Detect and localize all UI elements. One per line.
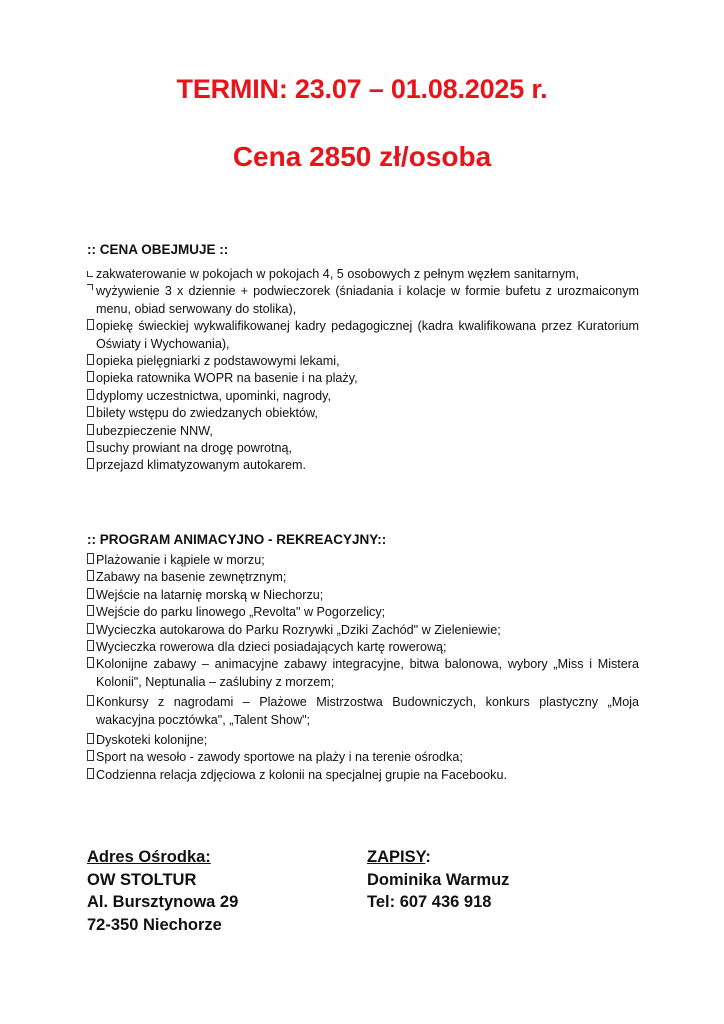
list-item	[87, 622, 639, 639]
list-item-text: opieka ratownika WOPR na basenie i na plaży,	[96, 371, 358, 386]
signup-block	[367, 846, 509, 914]
program-section	[87, 531, 639, 784]
bullet-icon	[87, 405, 96, 422]
list-item-text: Wycieczka rowerowa dla dzieci posiadających kartę rowerową;	[96, 640, 447, 655]
signup-heading-colon: :	[425, 848, 431, 866]
address-block	[87, 846, 238, 936]
list-item-text: Codzienna relacja zdjęciowa z kolonii na specjalnej grupie na Facebooku.	[96, 767, 507, 782]
list-item	[87, 569, 639, 586]
program-heading: :: PROGRAM ANIMACYJNO - REKREACYJNY::	[87, 532, 387, 547]
list-item	[87, 388, 639, 405]
bullet-icon	[87, 266, 96, 283]
list-item-text: Wejście na latarnię morską w Niechorzu;	[96, 587, 324, 602]
list-item-text: dyplomy uczestnictwa, upominki, nagrody,	[96, 388, 331, 403]
list-item-text: opiekę świeckiej wykwalifikowanej kadry pedagogicznej (kadra kwalifikowana przez Kuratorium Oświaty i Wychowania),	[96, 319, 639, 351]
term-dates-heading: TERMIN: 23.07 – 01.08.2025 r.	[176, 74, 548, 104]
list-item	[87, 318, 639, 353]
signup-heading: ZAPISY	[367, 848, 426, 866]
bullet-icon	[87, 694, 96, 729]
list-item-text: Dyskoteki kolonijne;	[96, 733, 208, 748]
address-city: 72-350 Niechorze	[87, 915, 222, 934]
list-item	[87, 552, 639, 569]
bullet-icon	[87, 440, 96, 457]
list-item-text: Wycieczka autokarowa do Parku Rozrywki „Dziki Zachód" w Zieleniewie;	[96, 622, 501, 637]
bullet-icon	[87, 732, 96, 749]
list-item	[87, 266, 639, 283]
list-item-text: ubezpieczenie NNW,	[96, 423, 213, 438]
list-item	[87, 283, 639, 318]
bullet-icon	[87, 388, 96, 405]
list-item	[87, 639, 639, 656]
list-item-text: przejazd klimatyzowanym autokarem.	[96, 458, 306, 473]
list-item	[87, 732, 639, 749]
list-item-text: Plażowanie i kąpiele w morzu;	[96, 553, 265, 567]
list-item	[87, 767, 639, 784]
signup-contact: Dominika Warmuz	[367, 870, 510, 889]
bullet-icon	[87, 318, 96, 353]
list-item	[87, 694, 639, 729]
list-item	[87, 353, 639, 370]
list-item-text: Sport na wesoło - zawody sportowe na plaży i na terenie ośrodka;	[96, 750, 463, 765]
bullet-icon	[87, 370, 96, 387]
bullet-icon	[87, 622, 96, 639]
list-item	[87, 587, 639, 604]
list-item-text: Kolonijne zabawy – animacyjne zabawy integracyjne, bitwa balonowa, wybory „Miss i Mistera Kolonii", Neptunalia – zaślubiny z morzem;	[96, 657, 639, 689]
list-item-text: zakwaterowanie w pokojach w pokojach 4, 5 osobowych z pełnym węzłem sanitarnym,	[96, 267, 579, 281]
list-item	[87, 656, 639, 691]
price-heading: Cena 2850 zł/osoba	[232, 141, 492, 172]
list-item	[87, 440, 639, 457]
list-item	[87, 604, 639, 621]
list-item	[87, 370, 639, 387]
bullet-icon	[87, 283, 96, 318]
bullet-icon	[87, 656, 96, 691]
price-includes-list	[87, 266, 639, 475]
price-includes-section	[87, 241, 639, 475]
list-item	[87, 405, 639, 422]
list-item-text: Wejście do parku linowego „Revolta" w Pogorzelicy;	[96, 605, 386, 620]
bullet-icon	[87, 552, 96, 569]
bullet-icon	[87, 423, 96, 440]
bullet-icon	[87, 749, 96, 766]
list-item-text: bilety wstępu do zwiedzanych obiektów,	[96, 406, 318, 421]
bullet-icon	[87, 569, 96, 586]
list-item-text: suchy prowiant na drogę powrotną,	[96, 441, 293, 456]
bullet-icon	[87, 587, 96, 604]
list-item-text: opieka pielęgniarki z podstawowymi lekami,	[96, 354, 340, 369]
list-item-text: wyżywienie 3 x dziennie + podwieczorek (śniadania i kolacje w formie bufetu z urozmaiconym menu, obiad serwowany do stolika),	[96, 284, 639, 316]
list-item-text: Zabawy na basenie zewnętrznym;	[96, 570, 287, 585]
list-item-text: Konkursy z nagrodami – Plażowe Mistrzostwa Budowniczych, konkurs plastyczny „Moja wakacyjna pocztówka", „Talent Show";	[96, 695, 639, 727]
address-street: Al. Bursztynowa 29	[87, 893, 239, 911]
address-heading: Adres Ośrodka:	[87, 848, 211, 866]
signup-phone: Tel: 607 436 918	[367, 893, 492, 911]
signup-heading-row	[367, 846, 509, 869]
bullet-icon	[87, 353, 96, 370]
list-item	[87, 423, 639, 440]
bullet-icon	[87, 457, 96, 474]
bullet-icon	[87, 604, 96, 621]
list-item	[87, 457, 639, 474]
price-includes-heading: :: CENA OBEJMUJE ::	[87, 242, 229, 257]
bullet-icon	[87, 639, 96, 656]
list-item	[87, 749, 639, 766]
bullet-icon	[87, 767, 96, 784]
program-list	[87, 552, 639, 784]
address-name: OW STOLTUR	[87, 870, 197, 889]
